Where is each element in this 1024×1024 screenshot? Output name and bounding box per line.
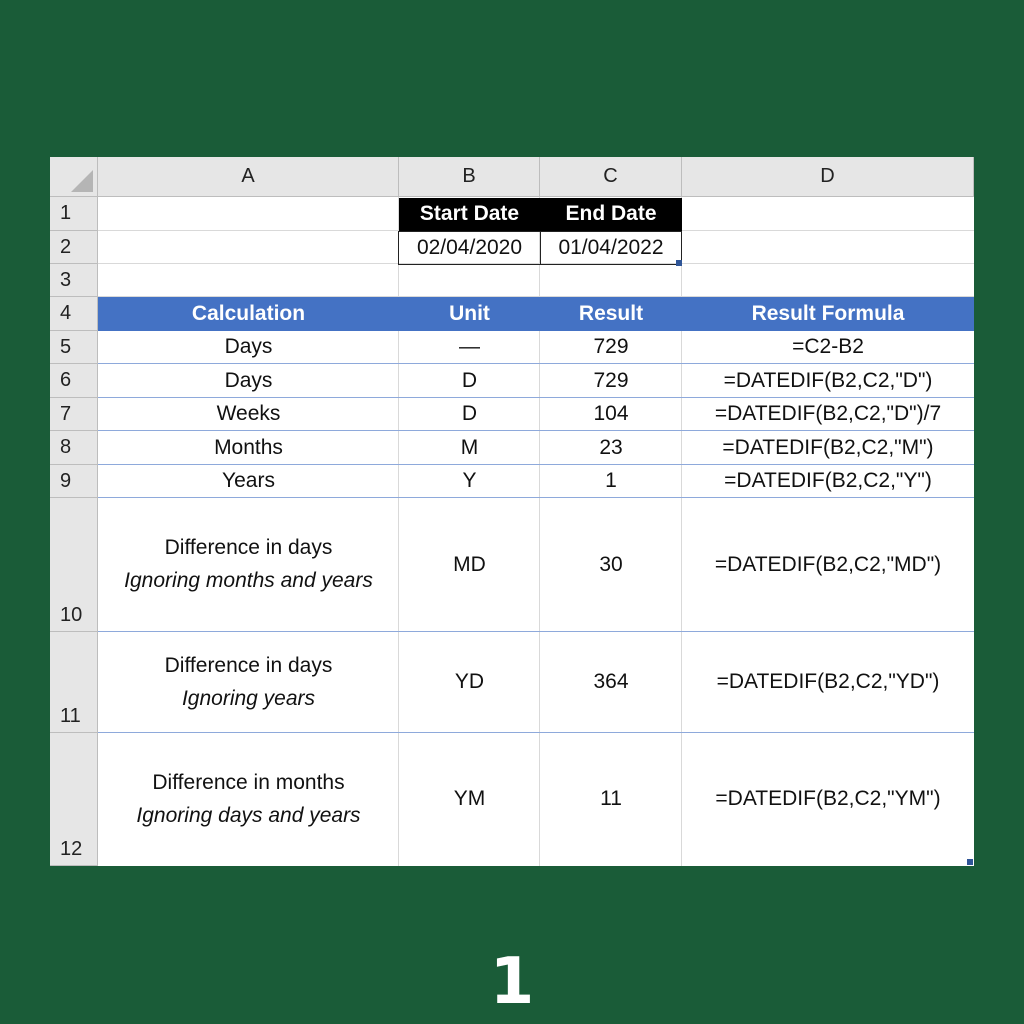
- result-cell[interactable]: 30: [599, 552, 623, 576]
- end-date-cell[interactable]: 01/04/2022: [540, 231, 682, 265]
- unit-cell[interactable]: MD: [453, 552, 486, 576]
- result-cell[interactable]: 729: [593, 335, 629, 359]
- row-header-2[interactable]: 2: [50, 231, 98, 264]
- calc-note: Ignoring days and years: [136, 803, 361, 827]
- calc-cell[interactable]: [98, 733, 399, 866]
- formula-cell[interactable]: =DATEDIF(B2,C2,"M"): [722, 435, 934, 459]
- header-result[interactable]: Result: [578, 301, 644, 325]
- row-header-1[interactable]: 1: [50, 197, 98, 231]
- header-calculation[interactable]: Calculation: [191, 301, 306, 325]
- unit-cell[interactable]: YM: [453, 787, 486, 811]
- select-all-icon: [71, 170, 93, 192]
- formula-cell[interactable]: =DATEDIF(B2,C2,"MD"): [714, 552, 942, 576]
- calc-cell[interactable]: [98, 632, 399, 733]
- spreadsheet: [50, 157, 974, 866]
- result-cell[interactable]: 11: [600, 787, 622, 811]
- column-header-d[interactable]: D: [682, 157, 974, 197]
- calc-note: Ignoring months and years: [124, 569, 373, 592]
- calc-cell[interactable]: Weeks: [216, 402, 281, 426]
- table-resize-handle[interactable]: [967, 859, 973, 865]
- row-header-7[interactable]: 7: [50, 398, 98, 431]
- select-all-corner[interactable]: [50, 157, 98, 197]
- row-header-12[interactable]: 12: [50, 733, 98, 866]
- calc-cell[interactable]: Months: [214, 435, 283, 459]
- row-header-10[interactable]: 10: [50, 498, 98, 632]
- unit-cell[interactable]: —: [459, 335, 480, 359]
- formula-cell[interactable]: =DATEDIF(B2,C2,"YM"): [715, 787, 941, 811]
- calc-cell[interactable]: Years: [222, 469, 275, 493]
- calc-cell[interactable]: Days: [224, 335, 273, 359]
- formula-cell[interactable]: =DATEDIF(B2,C2,"YD"): [716, 670, 940, 694]
- row-header-9[interactable]: 9: [50, 465, 98, 498]
- end-date-label[interactable]: End Date: [540, 198, 682, 231]
- formula-cell[interactable]: =DATEDIF(B2,C2,"Y"): [724, 469, 932, 493]
- unit-cell[interactable]: YD: [454, 670, 485, 694]
- calc-label: Difference in days: [164, 536, 333, 560]
- formula-cell[interactable]: =DATEDIF(B2,C2,"D")/7: [714, 402, 942, 426]
- result-cell[interactable]: 104: [593, 402, 629, 426]
- calc-label: Difference in days: [164, 653, 333, 677]
- calc-label: Difference in months: [152, 770, 345, 794]
- calc-cell[interactable]: [98, 498, 399, 632]
- header-unit[interactable]: Unit: [449, 301, 490, 325]
- result-cell[interactable]: 729: [593, 368, 629, 392]
- calc-cell[interactable]: Days: [224, 368, 273, 392]
- formula-cell[interactable]: =DATEDIF(B2,C2,"D"): [723, 368, 933, 392]
- column-header-b[interactable]: B: [399, 157, 540, 197]
- unit-cell[interactable]: Y: [462, 469, 477, 493]
- row-header-11[interactable]: 11: [50, 632, 98, 733]
- row-header-8[interactable]: 8: [50, 431, 98, 465]
- unit-cell[interactable]: D: [461, 402, 478, 426]
- header-result-formula[interactable]: Result Formula: [751, 301, 905, 325]
- unit-cell[interactable]: M: [460, 435, 479, 459]
- result-cell[interactable]: 23: [599, 435, 623, 459]
- result-cell[interactable]: 364: [593, 670, 629, 694]
- row-header-3[interactable]: 3: [50, 264, 98, 297]
- formula-cell[interactable]: =C2-B2: [792, 335, 864, 359]
- page-number: 1: [489, 945, 535, 1019]
- start-date-label[interactable]: Start Date: [399, 198, 540, 231]
- fill-handle[interactable]: [676, 260, 682, 266]
- row-header-5[interactable]: 5: [50, 331, 98, 364]
- column-header-a[interactable]: A: [98, 157, 399, 197]
- column-header-c[interactable]: C: [540, 157, 682, 197]
- result-cell[interactable]: 1: [605, 469, 617, 493]
- start-date-cell[interactable]: 02/04/2020: [398, 231, 541, 265]
- calc-note: Ignoring years: [181, 686, 316, 710]
- row-header-6[interactable]: 6: [50, 364, 98, 398]
- unit-cell[interactable]: D: [461, 368, 478, 392]
- row-header-4[interactable]: 4: [50, 297, 98, 331]
